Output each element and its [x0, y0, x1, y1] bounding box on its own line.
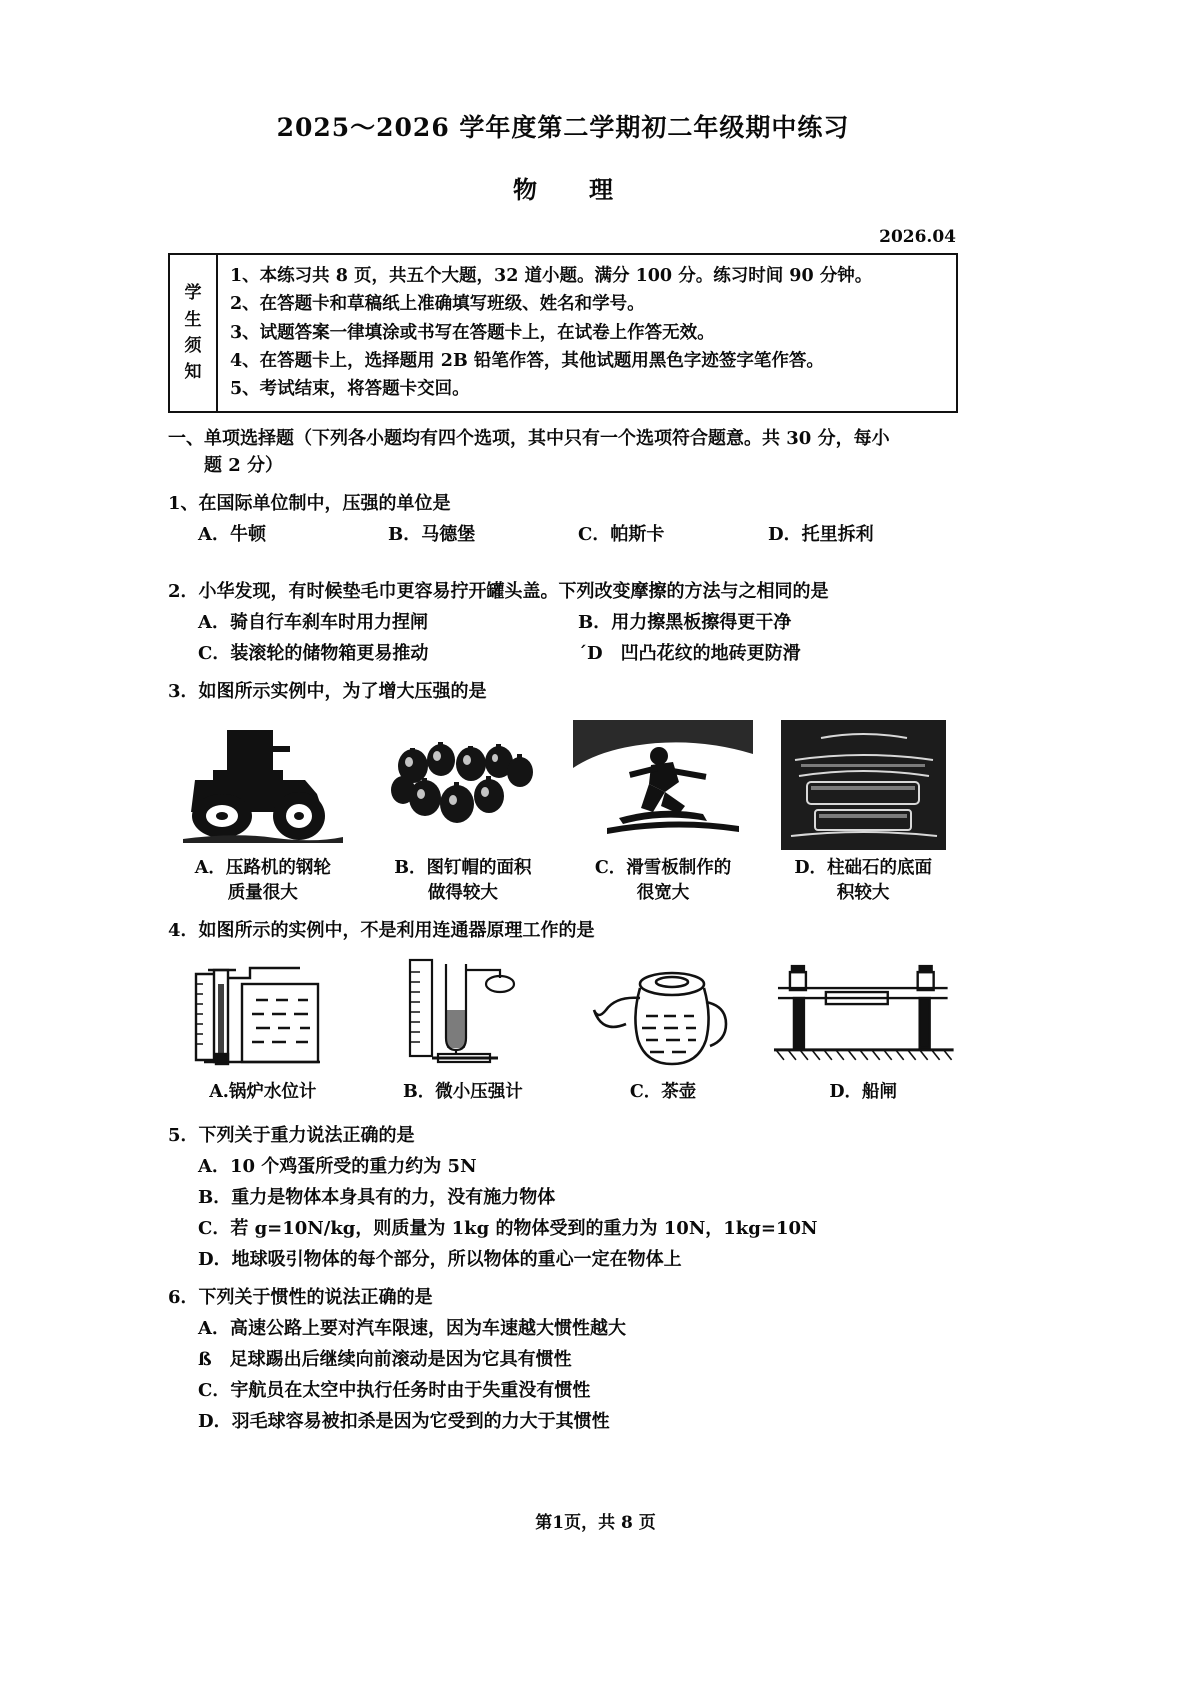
figure-option-c[interactable] — [568, 954, 758, 1105]
question-4-figures — [168, 954, 958, 1105]
road-roller-photo — [168, 715, 358, 850]
figure-caption-line1: B．图钉帽的面积 — [394, 857, 532, 878]
section-number: 一、单项选择题 — [168, 427, 294, 449]
figure-caption-line1: C．滑雪板制作的 — [594, 857, 732, 878]
question-4 — [168, 917, 958, 944]
thumbtacks-photo — [368, 715, 558, 850]
notice-item: 1、本练习共 8 页，共五个大题，32 道小题。满分 100 分。练习时间 90 分钟。 — [230, 266, 873, 286]
figure-caption — [209, 1080, 316, 1105]
question-stem: 4．如图所示的实例中，不是利用连通器原理工作的是 — [168, 920, 595, 942]
question-stem: 6．下列关于惯性的说法正确的是 — [168, 1286, 433, 1308]
section-heading — [168, 425, 958, 479]
option-a[interactable]: A．骑自行车刹车时用力捏闸 — [198, 611, 428, 633]
figure-caption-line1: C．茶壶 — [629, 1082, 697, 1103]
figure-caption — [394, 856, 531, 907]
option-c[interactable]: C．帕斯卡 — [578, 523, 665, 545]
figure-caption-line2: 做得较大 — [427, 883, 498, 904]
figure-option-d[interactable] — [768, 715, 958, 907]
option-d[interactable]: D．托里拆利 — [768, 523, 874, 545]
section-title — [168, 428, 890, 449]
figure-option-a[interactable] — [168, 715, 358, 907]
option-a[interactable]: A．牛顿 — [198, 523, 266, 545]
notice-label-vertical — [170, 255, 218, 411]
option-d[interactable]: D．地球吸引物体的每个部分，所以物体的重心一定在物体上 — [198, 1248, 682, 1270]
notice-label-char-3: 须 — [184, 335, 202, 356]
section-note-line2: 题 2 分） — [204, 454, 284, 476]
option-a[interactable]: A．高速公路上要对汽车限速，因为车速越大惯性越大 — [198, 1317, 626, 1339]
notice-item: 3、试题答案一律填涂或书写在答题卡上，在试卷上作答无效。 — [230, 322, 715, 343]
figure-caption — [794, 856, 932, 907]
option-d[interactable]: ´D 凹凸花纹的地砖更防滑 — [578, 642, 801, 664]
exam-date: 2026.04 — [879, 227, 956, 247]
option-d[interactable]: D．羽毛球容易被扣杀是因为它受到的力大于其惯性 — [198, 1410, 610, 1432]
question-2 — [168, 578, 958, 667]
question-options — [198, 1315, 958, 1435]
figure-option-b[interactable] — [368, 715, 558, 907]
figure-caption-line1: B．微小压强计 — [403, 1082, 523, 1103]
notice-item: 5、考试结束，将答题卡交回。 — [230, 379, 470, 400]
student-notice-box — [168, 253, 958, 413]
figure-caption — [630, 1080, 696, 1105]
page-footer: 第1页，共 8 页 — [535, 1513, 656, 1533]
question-3 — [168, 678, 958, 705]
option-b[interactable]: B．马德堡 — [388, 523, 476, 545]
question-options — [198, 1153, 958, 1273]
question-1 — [168, 490, 958, 548]
figure-caption-line1: A.锅炉水位计 — [209, 1082, 317, 1103]
figure-caption — [829, 1080, 897, 1105]
teapot-diagram — [568, 954, 758, 1074]
figure-caption-line2: 很宽大 — [636, 883, 690, 904]
snowboarder-photo — [568, 715, 758, 850]
notice-label-char-2: 生 — [184, 309, 202, 330]
notice-items — [218, 255, 956, 411]
question-stem: 3．如图所示实例中，为了增大压强的是 — [168, 680, 487, 702]
option-row — [198, 521, 958, 548]
figure-option-c[interactable] — [568, 715, 758, 907]
option-c[interactable]: C．宇航员在太空中执行任务时由于失重没有惯性 — [198, 1379, 591, 1401]
figure-caption — [195, 856, 331, 907]
figure-caption-line1: D．柱础石的底面 — [794, 857, 933, 878]
question-stem: 2．小华发现，有时候垫毛巾更容易拧开罐头盖。下列改变摩擦的方法与之相同的是 — [168, 580, 829, 602]
figure-caption-line2: 积较大 — [836, 883, 890, 904]
notice-item: 4、在答题卡上，选择题用 2B 铅笔作答，其他试题用黑色字迹签字笔作答。 — [230, 351, 824, 372]
option-b[interactable]: B．重力是物体本身具有的力，没有施力物体 — [198, 1186, 556, 1208]
notice-label-char-4: 知 — [184, 362, 202, 383]
option-b[interactable]: B．用力擦黑板擦得更干净 — [578, 611, 792, 633]
figure-option-b[interactable] — [368, 954, 558, 1105]
subject-title: 物 理 — [513, 175, 627, 204]
figure-caption-line2: 质量很大 — [227, 883, 298, 904]
question-stem: 5．下列关于重力说法正确的是 — [168, 1124, 415, 1146]
figure-option-d[interactable] — [768, 954, 958, 1105]
figure-option-a[interactable] — [168, 954, 358, 1105]
option-row — [198, 640, 958, 667]
question-6 — [168, 1284, 958, 1435]
notice-item: 2、在答题卡和草稿纸上准确填写班级、姓名和学号。 — [230, 294, 645, 315]
figure-caption — [403, 1080, 523, 1105]
figure-caption-line1: A．压路机的钢轮 — [194, 857, 331, 878]
option-b[interactable]: ß 足球踢出后继续向前滚动是因为它具有惯性 — [198, 1348, 572, 1370]
notice-label-char-1: 学 — [184, 283, 202, 304]
question-3-figures — [168, 715, 958, 907]
option-row — [198, 609, 958, 636]
question-5 — [168, 1122, 958, 1273]
micro-pressure-meter-diagram — [368, 954, 558, 1074]
question-options — [198, 609, 958, 667]
page-title: 2025～2026 学年度第二学期初二年级期中练习 — [276, 113, 850, 142]
option-a[interactable]: A．10 个鸡蛋所受的重力约为 5N — [198, 1155, 477, 1177]
ship-lock-diagram — [768, 954, 958, 1074]
page-content — [168, 0, 958, 1435]
boiler-water-gauge-diagram — [168, 954, 358, 1074]
question-stem: 1、在国际单位制中，压强的单位是 — [168, 492, 451, 514]
pillar-base-stone-photo — [768, 715, 958, 850]
figure-caption — [595, 856, 731, 907]
figure-caption-line1: D．船闸 — [829, 1082, 898, 1103]
option-c[interactable]: C．若 g=10N/kg，则质量为 1kg 的物体受到的重力为 10N，1kg=10N — [198, 1217, 818, 1239]
option-c[interactable]: C．装滚轮的储物箱更易推动 — [198, 642, 429, 664]
section-note-line1: （下列各小题均有四个选项，其中只有一个选项符合题意。共 30 分，每小 — [294, 427, 890, 449]
question-options — [198, 521, 958, 548]
